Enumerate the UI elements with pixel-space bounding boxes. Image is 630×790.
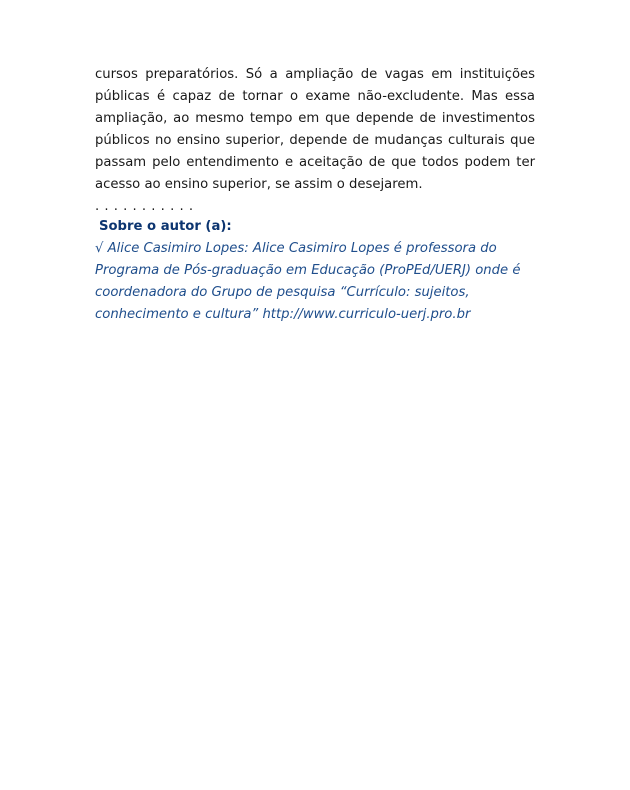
article-paragraph-line: ampliação, ao mesmo tempo em que depende de investimentos [95, 111, 535, 126]
page-content [95, 64, 535, 326]
article-paragraph-line: públicos no ensino superior, depende de mudanças culturais que [95, 133, 535, 148]
article-paragraph-line: passam pelo entendimento e aceitação de que todos podem ter [95, 155, 535, 170]
article-paragraph-line: públicas é capaz de tornar o exame não-excludente. Mas essa [95, 89, 535, 104]
author-bio-line: Programa de Pós-graduação em Educação (ProPEd/UERJ) onde é [95, 263, 521, 278]
article-paragraph-line: acesso ao ensino superior, se assim o desejarem. [95, 177, 423, 192]
author-bio-line: coordenadora do Grupo de pesquisa “Currículo: sujeitos, [95, 285, 470, 300]
author-bio-line: conhecimento e cultura” http://www.curriculo-uerj.pro.br [95, 307, 471, 322]
author-bio-line: √ Alice Casimiro Lopes: Alice Casimiro Lopes é professora do [95, 241, 497, 256]
author-section-heading: Sobre o autor (a): [99, 219, 232, 234]
article-paragraph-line: cursos preparatórios. Só a ampliação de vagas em instituições [95, 67, 535, 82]
section-separator: . . . . . . . . . . . [95, 199, 194, 214]
